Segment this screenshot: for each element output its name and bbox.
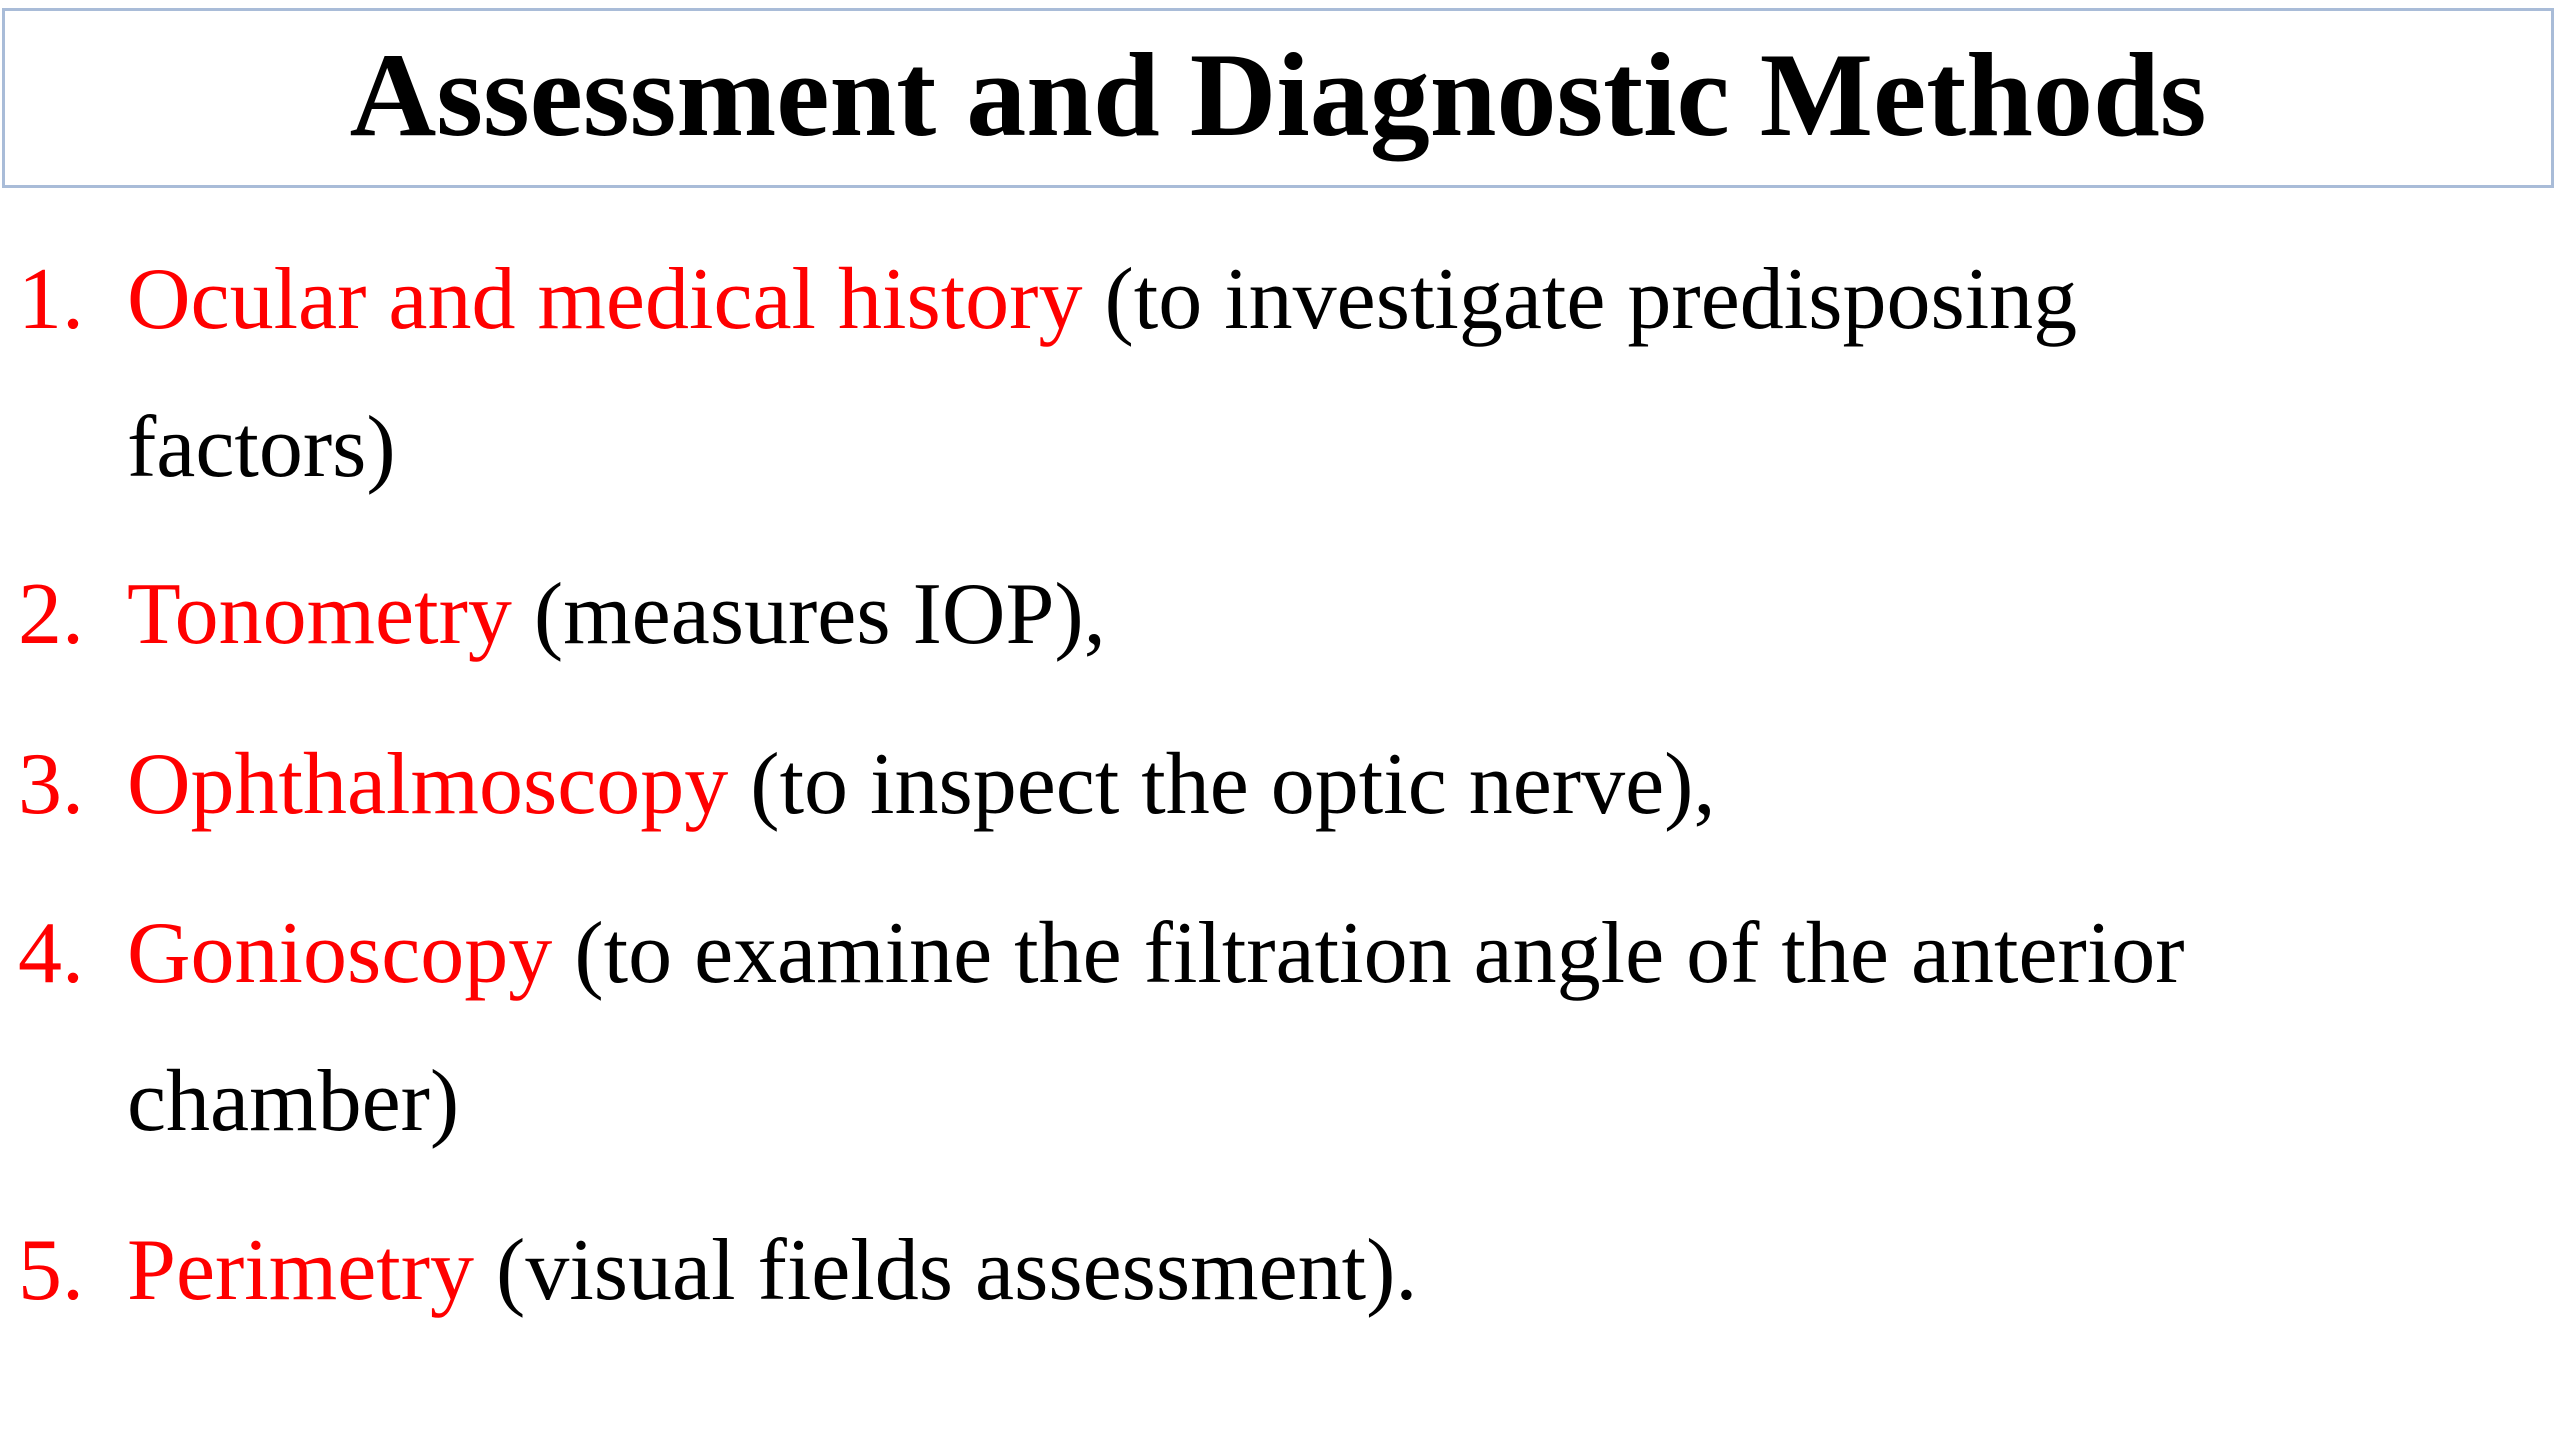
list-item-term: Gonioscopy (127, 905, 553, 1002)
slide-title: Assessment and Diagnostic Methods (349, 28, 2207, 161)
list-item-term: Tonometry (127, 566, 512, 663)
list-item-number: 4. (18, 905, 84, 1002)
list-item-term: Ocular and medical history (127, 251, 1083, 348)
list-item-text (127, 711, 2277, 859)
list-item-text (127, 1197, 2277, 1345)
list-item-number: 3. (18, 736, 84, 833)
list-item-number: 5. (18, 1222, 84, 1319)
list-item-text (127, 226, 2277, 522)
list-item-description: (to examine the filtration angle of the anterior chamber) (127, 905, 2185, 1150)
list-item-number: 1. (18, 251, 84, 348)
list-item-description: (to investigate predisposing factors) (127, 251, 2078, 496)
list-item-description: (measures IOP), (511, 566, 1106, 663)
list-item-term: Perimetry (127, 1222, 475, 1319)
list-item-term: Ophthalmoscopy (127, 736, 729, 833)
list-item-text (127, 880, 2277, 1176)
list-item-description: (to inspect the optic nerve), (728, 736, 1716, 833)
list-item-text (127, 541, 2277, 689)
list-item-number: 2. (18, 566, 84, 663)
list-item-description: (visual fields assessment). (474, 1222, 1418, 1319)
